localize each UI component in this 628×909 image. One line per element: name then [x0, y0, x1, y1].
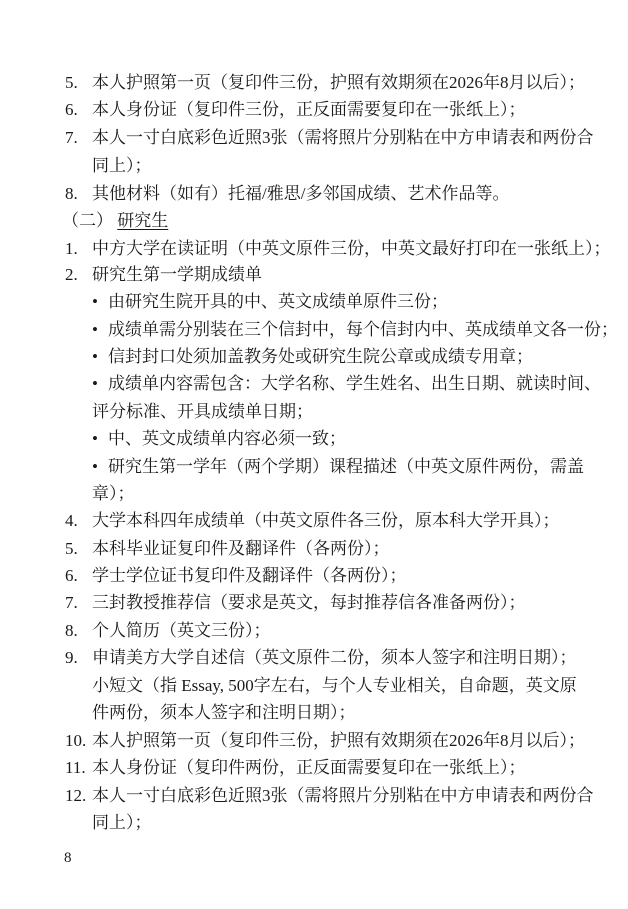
list-item: 大学本科四年成绩单（中英文原件各三份，原本科大学开具）； [92, 511, 560, 530]
bullet-text: 中、英文成绩单内容必须一致； [108, 429, 346, 448]
list-item-continuation: 同上）； [92, 813, 152, 832]
list-number: 5. [65, 539, 78, 558]
bullet-text: 信封封口处须加盖教务处或研究生院公章或成绩专用章； [108, 347, 533, 366]
bullet-icon: • [92, 374, 98, 393]
bullet-item [92, 457, 584, 477]
bullet-continuation: 章）； [92, 484, 135, 503]
list-number: 6. [65, 566, 78, 585]
list-number: 1. [65, 239, 78, 258]
bullet-icon: • [92, 347, 98, 366]
list-item: 本人护照第一页（复印件三份，护照有效期须在2026年8月以后）； [92, 73, 585, 92]
list-item: 其他材料（如有）托福/雅思/多邻国成绩、艺术作品等。 [92, 184, 510, 203]
list-item-continuation: 同上）； [92, 156, 152, 175]
list-number: 12. [65, 786, 87, 805]
bullet-continuation: 评分标准、开具成绩单日期； [92, 402, 313, 421]
bullet-text: 由研究生院开具的中、英文成绩单原件三份； [108, 292, 448, 311]
list-item: 中方大学在读证明（中英文原件三份，中英文最好打印在一张纸上）； [92, 239, 611, 258]
list-item-continuation: 件两份，须本人签字和注明日期）； [92, 703, 356, 722]
page-number: 8 [64, 850, 72, 866]
list-number: 7. [65, 128, 78, 147]
bullet-icon: • [92, 429, 98, 448]
list-item: 本人身份证（复印件三份，正反面需要复印在一张纸上）； [92, 100, 526, 119]
list-number: 2. [65, 265, 78, 284]
section-heading [62, 211, 168, 231]
list-number: 8. [65, 621, 78, 640]
list-item: 本人一寸白底彩色近照3张（需将照片分别粘在中方申请表和两份合 [92, 786, 594, 805]
bullet-item [92, 374, 601, 394]
bullet-item [92, 292, 448, 312]
bullet-icon: • [92, 457, 98, 476]
bullet-text: 成绩单需分别装在三个信封中，每个信封内中、英成绩单文各一份； [108, 320, 618, 339]
list-item: 本科毕业证复印件及翻译件（各两份）； [92, 539, 390, 558]
bullet-icon: • [92, 320, 98, 339]
bullet-item [92, 429, 346, 449]
list-item: 申请美方大学自述信（英文原件二份，须本人签字和注明日期）； [92, 648, 577, 667]
list-number: 7. [65, 593, 78, 612]
list-item: 学士学位证书复印件及翻译件（各两份）； [92, 566, 407, 585]
list-number: 6. [65, 100, 78, 119]
list-item: 本人身份证（复印件两份，正反面需要复印在一张纸上）； [92, 758, 526, 777]
list-item: 本人护照第一页（复印件三份，护照有效期须在2026年8月以后）； [92, 731, 585, 750]
list-item: 本人一寸白底彩色近照3张（需将照片分别粘在中方申请表和两份合 [92, 128, 594, 147]
list-number: 11. [65, 758, 86, 777]
list-number: 9. [65, 648, 78, 667]
list-item-continuation: 小短文（指 Essay, 500字左右，与个人专业相关，自命题，英文原 [92, 676, 577, 695]
bullet-item [92, 320, 618, 340]
list-number: 5. [65, 73, 78, 92]
bullet-text: 研究生第一学年（两个学期）课程描述（中英文原件两份，需盖 [108, 457, 584, 476]
list-item: 三封教授推荐信（要求是英文，每封推荐信各准备两份）； [92, 593, 526, 612]
list-number: 8. [65, 184, 78, 203]
bullet-text: 成绩单内容需包含：大学名称、学生姓名、出生日期、就读时间、 [108, 374, 601, 393]
list-item: 研究生第一学期成绩单 [92, 265, 262, 284]
list-item: 个人简历（英文三份）； [92, 621, 271, 640]
bullet-item [92, 347, 533, 367]
list-number: 10. [65, 731, 87, 750]
section-title: 研究生 [117, 211, 169, 230]
section-prefix: （二） [62, 211, 113, 230]
bullet-icon: • [92, 292, 98, 311]
list-number: 4. [65, 511, 78, 530]
